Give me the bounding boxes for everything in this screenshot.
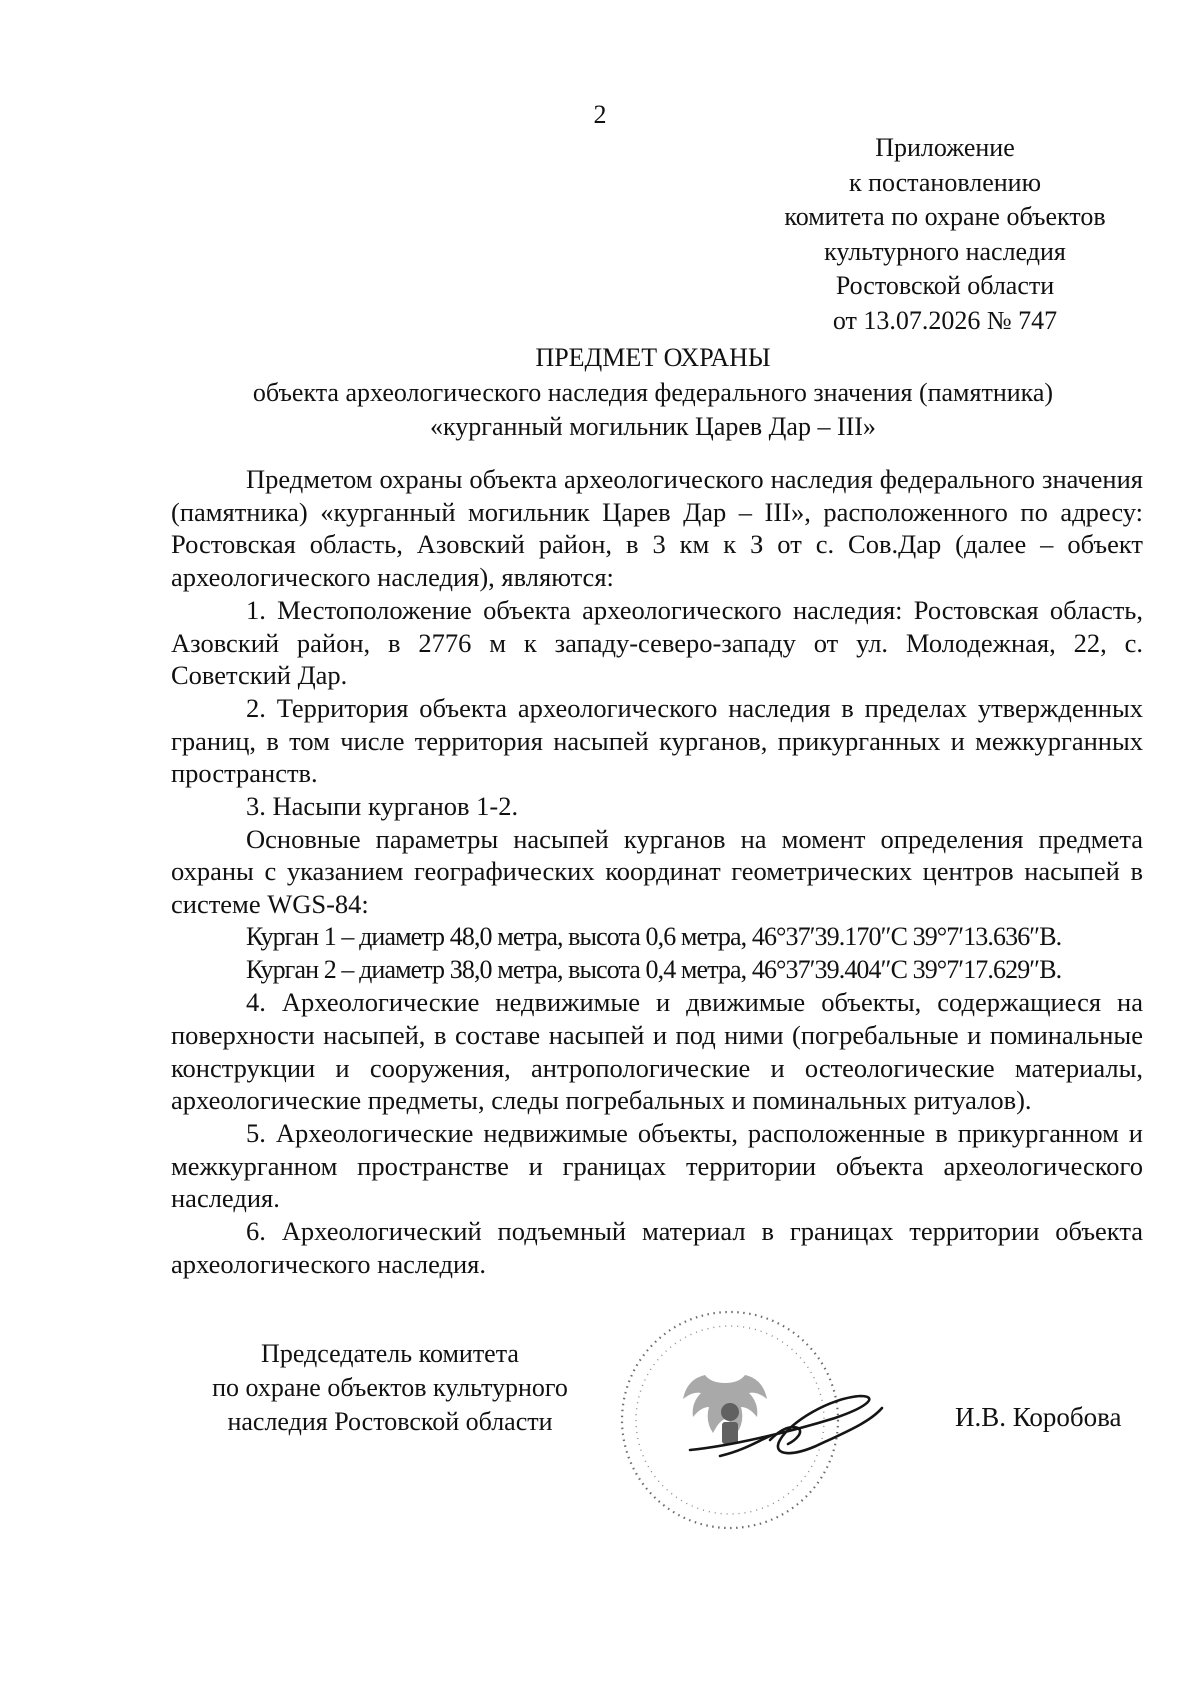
appendix-line: Приложение	[875, 133, 1015, 162]
title-subline: объекта археологического наследия федерального значения (памятника)	[252, 377, 1054, 407]
title-object-name: «курганный могильник Царев Дар – III»	[430, 412, 876, 441]
paragraph-item-6: 6. Археологический подъемный материал в границах территории объекта археологического наследия.	[171, 1216, 1143, 1279]
appendix-line: Ростовской области	[835, 271, 1055, 300]
paragraph-item-3: 3. Насыпи курганов 1-2.	[246, 791, 519, 822]
page-number: 2	[593, 100, 607, 129]
official-seal-with-signature	[620, 1300, 940, 1540]
signatory-line: по охране объектов культурного	[212, 1373, 568, 1402]
kurgan-2-line: Курган 2 – диаметр 38,0 метра, высота 0,4 метра, 46°37′39.404″С 39°7′17.629″В.	[246, 954, 1062, 984]
appendix-header	[710, 131, 1180, 338]
signatory-title	[150, 1337, 630, 1439]
seal-emblem-icon	[683, 1375, 767, 1444]
kurgan-1-line: Курган 1 – диаметр 48,0 метра, высота 0,6 метра, 46°37′39.170″С 39°7′13.636″В.	[246, 921, 1062, 951]
appendix-line: от 13.07.2026 № 747	[832, 305, 1058, 335]
paragraph-item-4: 4. Археологические недвижимые и движимые объекты, содержащиеся на поверхности насыпей, в составе насыпей и под ними (погребальные и поминальные конструкции и сооружения, антропологические и остеологические материалы, археологические предметы, следы погребальных и поминальных ритуалов).	[171, 987, 1143, 1116]
signatory-name: И.В. Коробова	[955, 1402, 1122, 1432]
appendix-line: культурного наследия	[824, 236, 1066, 266]
paragraph-parameters: Основные параметры насыпей курганов на момент определения предмета охраны с указанием географических координат геометрических центров насыпей в системе WGS-84:	[171, 823, 1143, 920]
paragraph-item-2: 2. Территория объекта археологического наследия в пределах утвержденных границ, в том числе территория насыпей курганов, прикурганных и межкурганных пространств.	[171, 692, 1143, 789]
signatory-line: Председатель комитета	[261, 1339, 519, 1368]
signatory-line: наследия Ростовской области	[227, 1407, 553, 1436]
appendix-line: комитета по охране объектов	[784, 202, 1106, 231]
appendix-line: к постановлению	[848, 167, 1042, 197]
paragraph-intro: Предметом охраны объекта археологического наследия федерального значения (памятника) «курганный могильник Царев Дар – III», расположенного по адресу: Ростовская область, Азовский район, в 3 км к З от с. Сов.Дар (далее – объект археологического наследия), являются:	[171, 464, 1143, 593]
paragraph-item-1: 1. Местоположение объекта археологического наследия: Ростовская область, Азовский район, в 2776 м к западу-северо-западу от ул. Молодежная, 22, с. Советский Дар.	[171, 594, 1143, 691]
title-heading: ПРЕДМЕТ ОХРАНЫ	[535, 343, 771, 372]
paragraph-item-5: 5. Археологические недвижимые объекты, расположенные в прикурганном и межкурганном пространстве и границах территории объекта археологического наследия.	[171, 1118, 1143, 1214]
document-title	[160, 341, 1146, 445]
document-body	[171, 463, 1143, 1281]
